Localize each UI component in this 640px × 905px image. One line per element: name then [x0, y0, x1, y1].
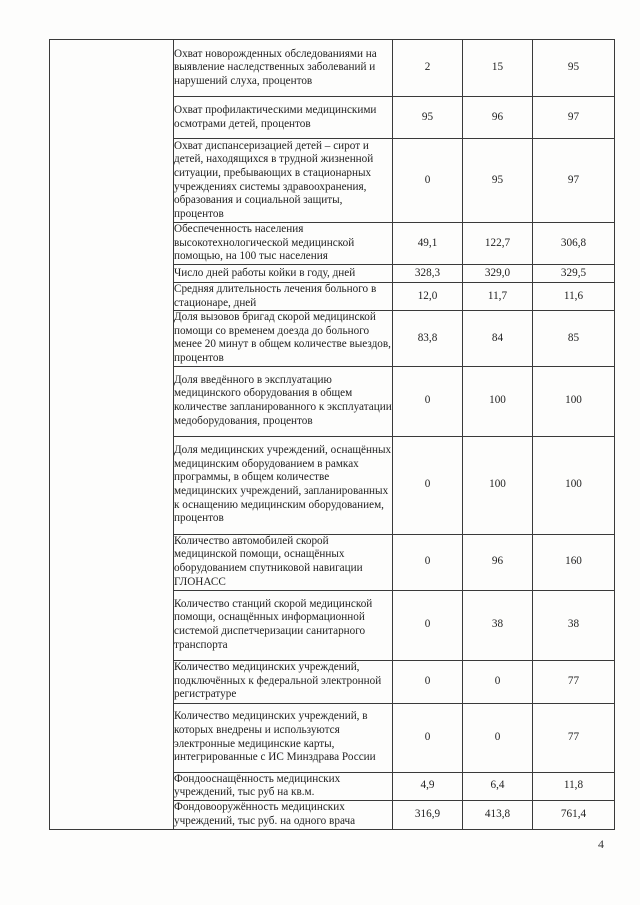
value-year-1: 328,3	[393, 265, 463, 283]
value-year-3: 761,4	[533, 800, 615, 829]
value-year-2: 0	[463, 703, 533, 772]
value-year-1: 0	[393, 534, 463, 590]
indicator-name: Количество медицинских учреждений, в которых внедрены и используются электронные медицинские карты, интегрированные с ИС Минздрава России	[174, 703, 393, 772]
value-year-3: 77	[533, 660, 615, 703]
indicator-name: Средняя длительность лечения больного в стационаре, дней	[174, 283, 393, 311]
value-year-2: 6,4	[463, 772, 533, 800]
value-year-3: 329,5	[533, 265, 615, 283]
value-year-1: 4,9	[393, 772, 463, 800]
value-year-2: 100	[463, 366, 533, 436]
value-year-3: 38	[533, 590, 615, 660]
value-year-1: 83,8	[393, 311, 463, 366]
value-year-3: 95	[533, 40, 615, 97]
indicator-name: Доля введённого в эксплуатацию медицинского оборудования в общем количестве запланированного к эксплуатации медоборудования, процентов	[174, 366, 393, 436]
value-year-3: 97	[533, 97, 615, 139]
value-year-3: 100	[533, 366, 615, 436]
value-year-1: 49,1	[393, 223, 463, 265]
indicator-name: Фондооснащённость медицинских учреждений, тыс руб на кв.м.	[174, 772, 393, 800]
value-year-1: 316,9	[393, 800, 463, 829]
indicator-name: Охват профилактическими медицинскими осмотрами детей, процентов	[174, 97, 393, 139]
indicator-name: Доля вызовов бригад скорой медицинской помощи со временем доезда до больного менее 20 минут в общем количестве выездов, процентов	[174, 311, 393, 366]
value-year-1: 0	[393, 660, 463, 703]
value-year-2: 100	[463, 436, 533, 534]
value-year-3: 11,6	[533, 283, 615, 311]
value-year-2: 329,0	[463, 265, 533, 283]
value-year-2: 413,8	[463, 800, 533, 829]
value-year-2: 84	[463, 311, 533, 366]
value-year-1: 0	[393, 366, 463, 436]
value-year-1: 12,0	[393, 283, 463, 311]
value-year-2: 38	[463, 590, 533, 660]
value-year-1: 0	[393, 139, 463, 223]
value-year-1: 95	[393, 97, 463, 139]
value-year-3: 97	[533, 139, 615, 223]
value-year-3: 306,8	[533, 223, 615, 265]
indicator-name: Количество станций скорой медицинской помощи, оснащённых информационной системой диспетчеризации санитарного транспорта	[174, 590, 393, 660]
indicator-name: Число дней работы койки в году, дней	[174, 265, 393, 283]
indicator-name: Количество медицинских учреждений, подключённых к федеральной электронной регистратуре	[174, 660, 393, 703]
value-year-2: 11,7	[463, 283, 533, 311]
value-year-3: 160	[533, 534, 615, 590]
indicator-name: Количество автомобилей скорой медицинской помощи, оснащённых оборудованием спутниковой навигации ГЛОНАСС	[174, 534, 393, 590]
page-number: 4	[598, 837, 604, 851]
value-year-3: 11,8	[533, 772, 615, 800]
value-year-2: 15	[463, 40, 533, 97]
value-year-1: 2	[393, 40, 463, 97]
value-year-2: 122,7	[463, 223, 533, 265]
value-year-2: 96	[463, 534, 533, 590]
indicators-table	[49, 39, 615, 830]
value-year-1: 0	[393, 436, 463, 534]
value-year-1: 0	[393, 703, 463, 772]
blank-column-cell	[50, 40, 174, 830]
indicator-name: Охват новорожденных обследованиями на выявление наследственных заболеваний и нарушений слуха, процентов	[174, 40, 393, 97]
value-year-2: 96	[463, 97, 533, 139]
value-year-3: 85	[533, 311, 615, 366]
indicator-name: Обеспеченность населения высокотехнологической медицинской помощью, на 100 тыс населения	[174, 223, 393, 265]
value-year-3: 77	[533, 703, 615, 772]
indicator-name: Фондовооружённость медицинских учреждений, тыс руб. на одного врача	[174, 800, 393, 829]
table-row	[50, 40, 615, 97]
indicator-name: Доля медицинских учреждений, оснащённых медицинским оборудованием в рамках программы, в общем количестве медицинских учреждений, запланированных к оснащению медицинским оборудованием, процентов	[174, 436, 393, 534]
value-year-2: 0	[463, 660, 533, 703]
indicator-name: Охват диспансеризацией детей – сирот и детей, находящихся в трудной жизненной ситуации, пребывающих в стационарных учреждениях системы здравоохранения, образования и социальной защиты, процентов	[174, 139, 393, 223]
value-year-3: 100	[533, 436, 615, 534]
value-year-2: 95	[463, 139, 533, 223]
value-year-1: 0	[393, 590, 463, 660]
